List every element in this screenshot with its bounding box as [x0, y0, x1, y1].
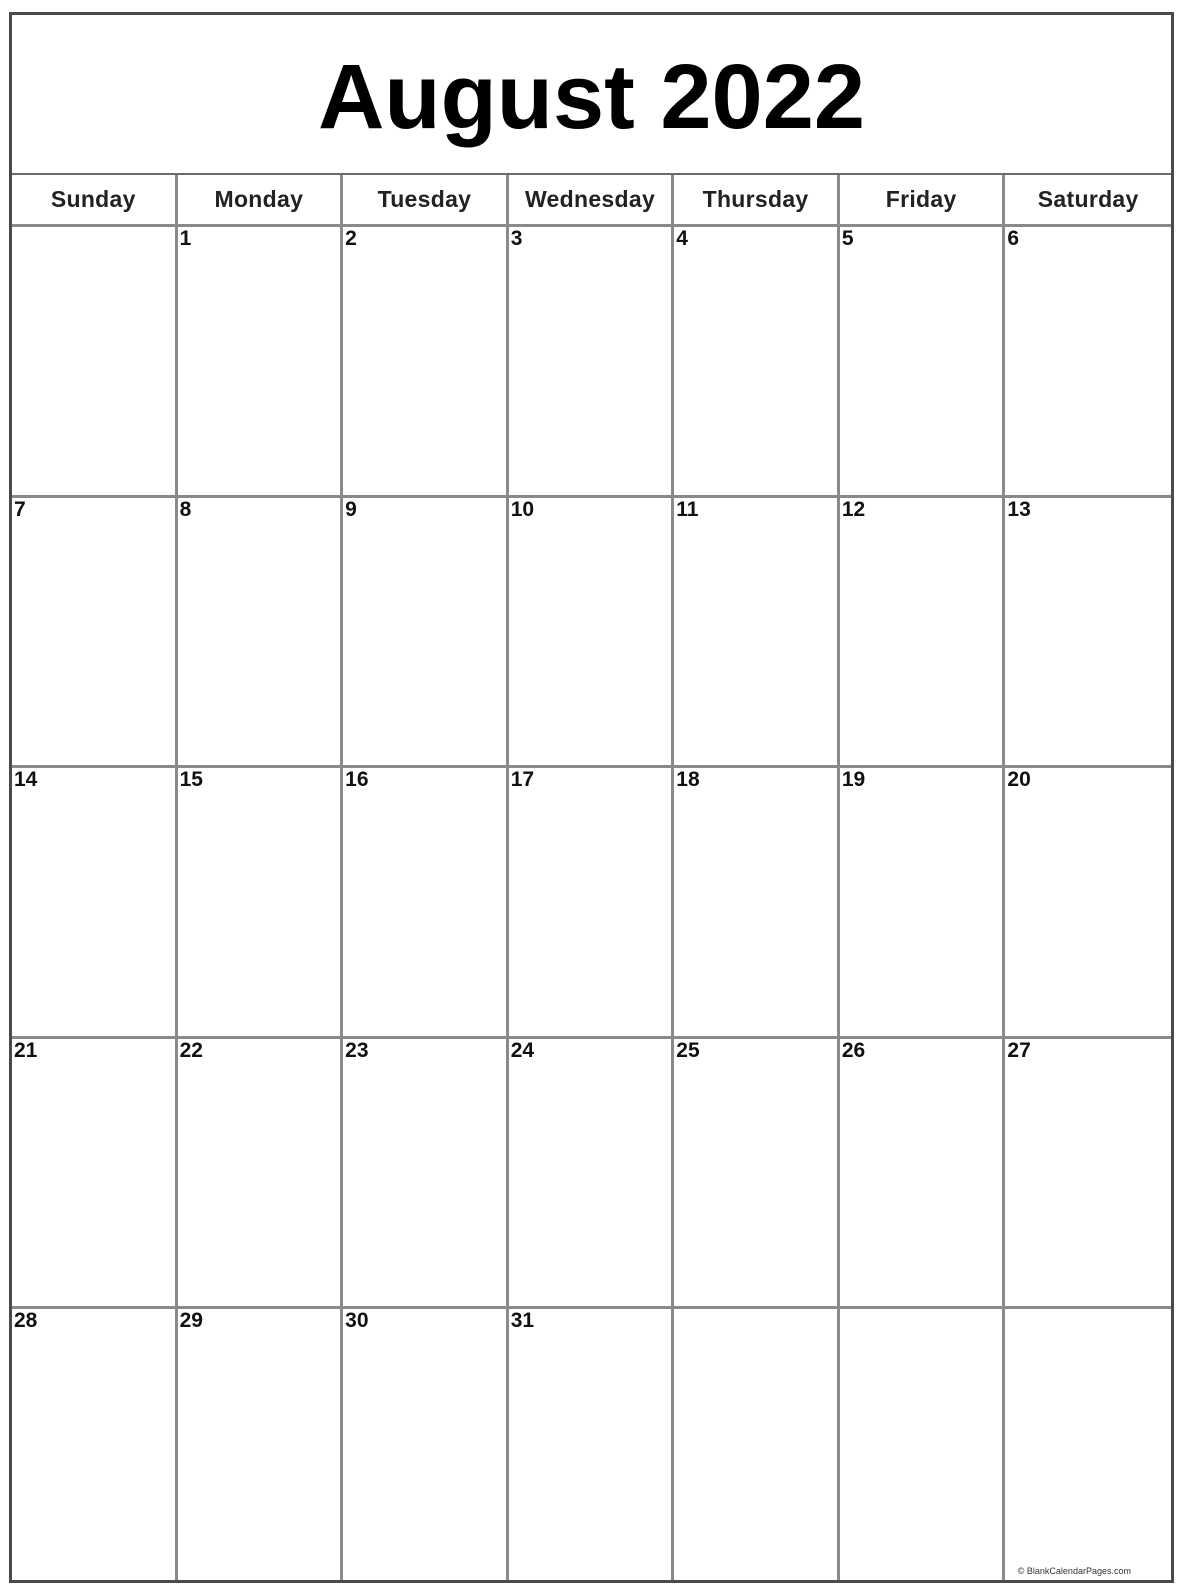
day-cell [12, 227, 178, 498]
day-number: 29 [179, 1309, 203, 1333]
day-number: 20 [1007, 768, 1031, 792]
day-cell [509, 1309, 675, 1580]
weekday-header-wednesday: Wednesday [509, 175, 675, 227]
day-number: 2 [345, 227, 357, 250]
day-number: 21 [14, 1038, 38, 1062]
calendar-grid [12, 175, 1171, 1580]
day-number: 14 [14, 768, 38, 792]
day-cell [12, 498, 178, 769]
day-cell [840, 1039, 1006, 1310]
day-number: 23 [345, 1038, 369, 1062]
day-number: 16 [345, 768, 369, 792]
day-cell [343, 768, 509, 1039]
day-number: 7 [14, 497, 26, 521]
weekday-header-sunday: Sunday [12, 175, 178, 227]
day-number: 9 [345, 497, 357, 521]
weekday-header-thursday: Thursday [674, 175, 840, 227]
day-cell [343, 1309, 509, 1580]
day-cell [12, 768, 178, 1039]
day-cell [509, 227, 675, 498]
day-number: 27 [1007, 1038, 1031, 1062]
day-cell [178, 1309, 344, 1580]
day-number: 28 [14, 1309, 38, 1333]
day-cell [178, 227, 344, 498]
day-number: 22 [179, 1038, 203, 1062]
day-number: 10 [510, 497, 535, 521]
day-cell [178, 1039, 344, 1310]
day-cell [509, 1039, 675, 1310]
calendar-frame [9, 12, 1174, 1583]
day-number: 30 [345, 1309, 369, 1333]
day-number: 25 [676, 1038, 700, 1062]
day-cell [343, 227, 509, 498]
day-cell [12, 1039, 178, 1310]
day-number: 26 [841, 1038, 866, 1062]
day-cell [674, 1039, 840, 1310]
day-number: 4 [676, 227, 688, 250]
day-cell [343, 498, 509, 769]
weekday-header-monday: Monday [178, 175, 344, 227]
calendar-title: August 2022 [317, 46, 866, 148]
weekday-header-tuesday: Tuesday [343, 175, 509, 227]
day-cell [343, 1039, 509, 1310]
day-cell [674, 227, 840, 498]
day-cell [840, 1309, 1006, 1580]
day-cell [674, 768, 840, 1039]
day-number: 5 [841, 227, 854, 250]
day-cell [674, 498, 840, 769]
day-cell [1005, 498, 1171, 769]
day-cell [509, 498, 675, 769]
day-cell [840, 768, 1006, 1039]
day-cell [178, 768, 344, 1039]
day-number: 12 [841, 497, 866, 521]
day-number: 11 [676, 497, 699, 521]
day-number: 1 [179, 227, 192, 250]
day-cell [840, 498, 1006, 769]
day-number: 13 [1007, 497, 1031, 521]
weekday-header-saturday: Saturday [1005, 175, 1171, 227]
day-cell [178, 498, 344, 769]
copyright-credit: © BlankCalendarPages.com [1017, 1566, 1131, 1576]
title-bar [12, 15, 1171, 175]
day-number: 6 [1007, 227, 1020, 250]
day-cell [1005, 768, 1171, 1039]
weekday-header-friday: Friday [840, 175, 1006, 227]
day-number: 8 [179, 497, 192, 521]
day-cell [509, 768, 675, 1039]
day-number: 3 [510, 227, 523, 250]
day-number: 24 [510, 1038, 535, 1062]
day-number: 15 [179, 768, 203, 792]
day-cell [12, 1309, 178, 1580]
day-cell [1005, 1309, 1171, 1580]
day-number: 31 [510, 1309, 535, 1333]
day-cell [1005, 227, 1171, 498]
day-cell [840, 227, 1006, 498]
day-cell [674, 1309, 840, 1580]
day-number: 19 [841, 768, 866, 792]
day-number: 18 [676, 768, 700, 792]
day-number: 17 [510, 768, 535, 792]
day-cell [1005, 1039, 1171, 1310]
